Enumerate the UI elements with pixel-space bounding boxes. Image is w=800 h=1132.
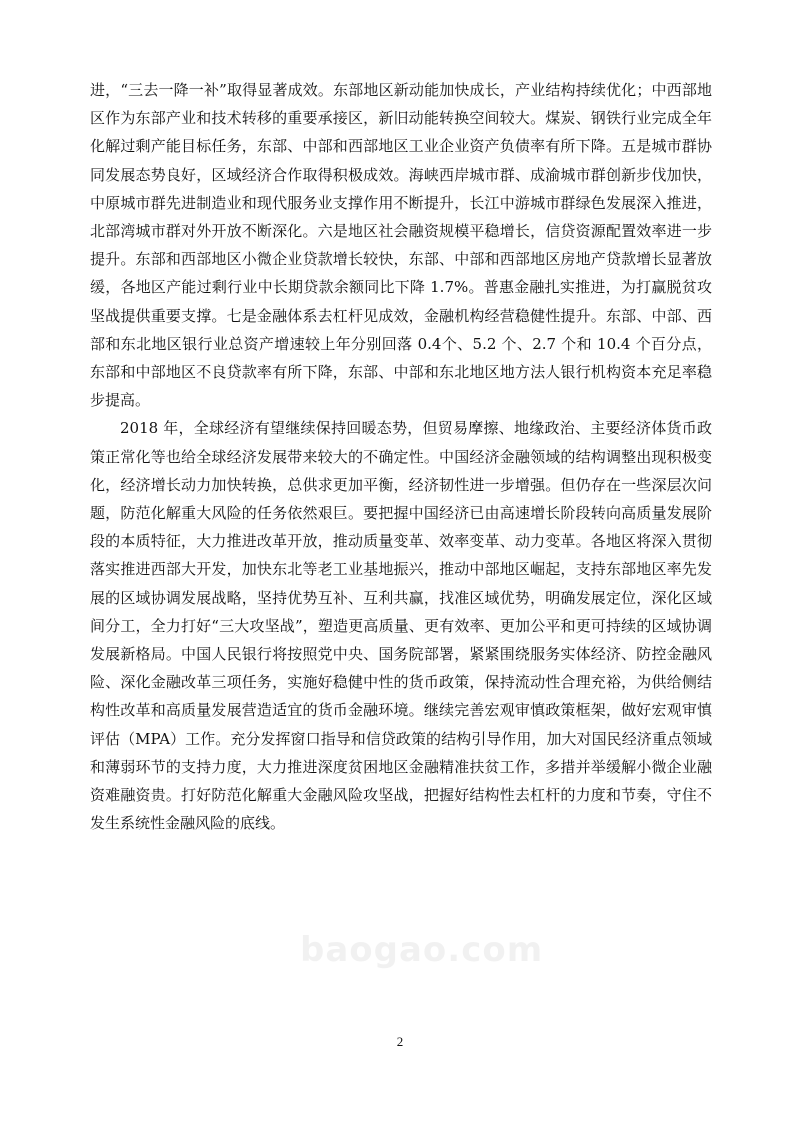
watermark: baogao.com xyxy=(300,930,544,970)
body-text xyxy=(90,76,712,837)
paragraph-continuation: 进，“三去一降一补”取得显著成效。东部地区新动能加快成长，产业结构持续优化；中西部地区作为东部产业和技术转移的重要承接区，新旧动能转换空间较大。煤炭、钢铁行业完成全年化解过剩产能目标任务，东部、中部和西部地区工业企业资产负债率有所下降。五是城市群协同发展态势良好，区域经济合作取得积极成效。海峡西岸城市群、成渝城市群创新步伐加快，中原城市群先进制造业和现代服务业支撑作用不断提升，长江中游城市群绿色发展深入推进，北部湾城市群对外开放不断深化。六是地区社会融资规模平稳增长，信贷资源配置效率进一步提升。东部和西部地区小微企业贷款增长较快，东部、中部和西部地区房地产贷款增长显著放缓，各地区产能过剩行业中长期贷款余额同比下降 1.7%。普惠金融扎实推进，为打赢脱贫攻坚战提供重要支撑。七是金融体系去杠杆见成效，金融机构经营稳健性提升。东部、中部、西部和东北地区银行业总资产增速较上年分别回落 0.4个、5.2 个、2.7 个和 10.4 个百分点，东部和中部地区不良贷款率有所下降，东部、中部和东北地区地方法人银行机构资本充足率稳步提高。 xyxy=(90,81,712,410)
page-number: 2 xyxy=(396,1034,404,1049)
paragraph-outlook: 2018 年，全球经济有望继续保持回暖态势，但贸易摩擦、地缘政治、主要经济体货币政策正常化等也给全球经济发展带来较大的不确定性。中国经济金融领域的结构调整出现积极变化，经济增长动力加快转换，总供求更加平衡，经济韧性进一步增强。但仍存在一些深层次问题，防范化解重大风险的任务依然艰巨。要把握中国经济已由高速增长阶段转向高质量发展阶段的本质特征，大力推进改革开放，推动质量变革、效率变革、动力变革。各地区将深入贯彻落实推进西部大开发，加快东北等老工业基地振兴，推动中部地区崛起，支持东部地区率先发展的区域协调发展战略，坚持优势互补、互利共赢，找准区域优势，明确发展定位，深化区域间分工，全力打好“三大攻坚战”，塑造更高质量、更有效率、更加公平和更可持续的区域协调发展新格局。中国人民银行将按照党中央、国务院部署，紧紧围绕服务实体经济、防控金融风险、深化金融改革三项任务，实施好稳健中性的货币政策，保持流动性合理充裕，为供给侧结构性改革和高质量发展营造适宜的货币金融环境。继续完善宏观审慎政策框架，做好宏观审慎评估（MPA）工作。充分发挥窗口指导和信贷政策的结构引导作用，加大对国民经济重点领域和薄弱环节的支持力度，大力推进深度贫困地区金融精准扶贫工作，多措并举缓解小微企业融资难融资贵。打好防范化解重大金融风险攻坚战，把握好结构性去杠杆的力度和节奏，守住不发生系统性金融风险的底线。 xyxy=(90,419,712,833)
